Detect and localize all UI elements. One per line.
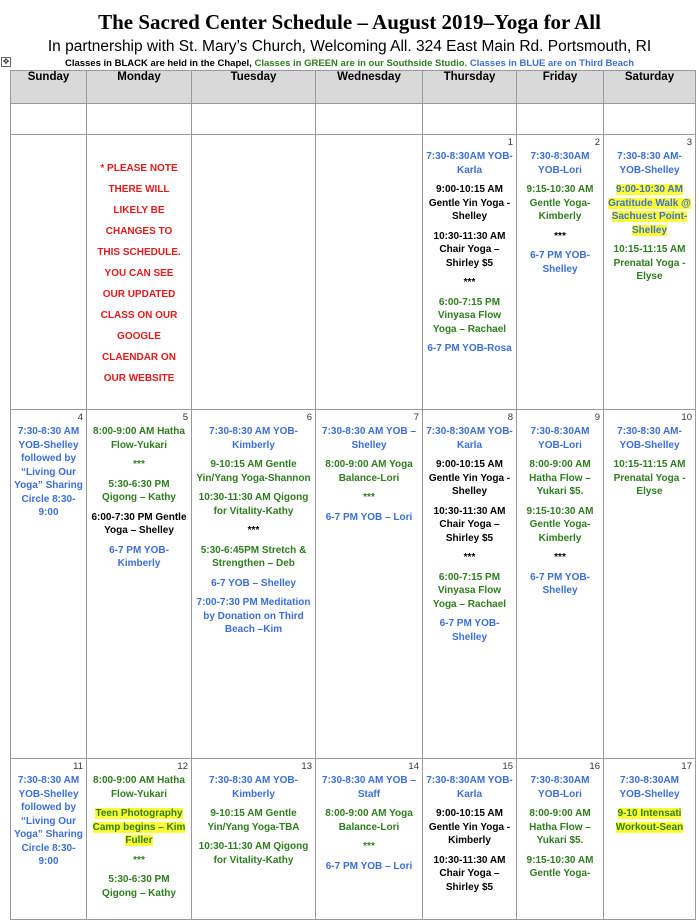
notice-line: OUR UPDATED	[102, 289, 176, 300]
day-cell-content	[423, 410, 516, 758]
class-entry	[319, 425, 419, 452]
class-entry	[426, 150, 513, 177]
class-entry	[520, 458, 600, 499]
week-row	[11, 759, 696, 920]
class-entry	[426, 505, 513, 546]
class-entry-text: 7:30-8:30 AM YOB-Shelley followed by “Living Our Yoga” Sharing Circle 8:30-9:00	[14, 426, 83, 518]
day-number	[90, 137, 188, 148]
class-entry	[426, 230, 513, 271]
blank-cell	[87, 104, 192, 135]
class-entry-text: 7:30-8:30 AM-YOB-Shelley	[617, 151, 682, 176]
legend-black: Classes in BLACK are held in the Chapel,	[64, 58, 252, 69]
class-entry	[319, 511, 419, 525]
day-number: 17	[681, 761, 692, 772]
class-entry-text: 6-7 PM YOB-Kimberly	[109, 544, 169, 569]
class-entry-text: 8:00-9:00 AM Yoga Balance-Lori	[325, 459, 413, 484]
day-cell	[11, 759, 87, 920]
class-entry-text: 7:30-8:30AM YOB-Lori	[530, 426, 590, 451]
class-entry	[520, 230, 600, 244]
class-entry	[607, 807, 692, 834]
class-entry-text: 10:30-11:30 AM Qigong for Vitality-Kathy	[198, 841, 309, 866]
day-number: 1	[507, 137, 513, 148]
day-number: 8	[507, 412, 513, 423]
day-number	[14, 137, 83, 148]
class-entry-text: 6-7 PM YOB-Shelley	[439, 618, 500, 643]
day-cell-content	[517, 410, 603, 758]
class-entry-text: 6-7 PM YOB-Shelley	[530, 250, 590, 275]
class-entry	[607, 458, 692, 499]
class-entry-text: ***	[554, 552, 566, 563]
notice-line: CLASS ON OUR	[100, 310, 178, 321]
day-cell	[316, 759, 423, 920]
class-entry	[607, 183, 692, 237]
class-entry-text: 8:00-9:00 AM Yoga Balance-Lori	[325, 808, 413, 833]
day-number: 9	[594, 412, 600, 423]
class-entry	[195, 491, 312, 518]
class-entry	[426, 807, 513, 848]
class-entry-text: ***	[247, 525, 260, 536]
day-cell-content	[604, 135, 695, 409]
class-entry	[426, 425, 513, 452]
class-entry	[426, 183, 513, 224]
class-entry-text: 7:30-8:30 AM YOB – Staff	[322, 775, 416, 800]
class-entry-text: 6-7 PM YOB-Shelley	[530, 571, 590, 596]
class-entry-text: 9:15-10:30 AM Gentle Yoga-Kimberly	[526, 184, 594, 222]
class-entry-text: 9:00-10:15 AM Gentle Yin Yoga - Shelley	[428, 184, 511, 222]
day-cell	[11, 410, 87, 759]
class-entry-text: 9-10:15 AM Gentle Yin/Yang Yoga-TBA	[207, 808, 300, 833]
day-cell	[316, 135, 423, 410]
weekday-thursday: Thursday	[423, 71, 517, 104]
class-entry	[607, 425, 692, 452]
weekday-saturday: Saturday	[604, 71, 696, 104]
class-entry-text: 7:30-8:30AM YOB-Lori	[530, 151, 590, 176]
class-entry	[90, 854, 188, 868]
class-entry-text: 10:30-11:30 AM Qigong for Vitality-Kathy	[198, 492, 309, 517]
day-number: 16	[589, 761, 600, 772]
notice-line: CLAENDAR ON	[102, 352, 176, 363]
week-row	[11, 410, 696, 759]
class-entry-text: ***	[133, 854, 145, 866]
class-entry	[319, 458, 419, 485]
class-entry	[520, 505, 600, 546]
class-entry-text: 6-7 PM YOB – Lori	[325, 511, 413, 523]
class-entry-text: 7:30-8:30AM YOB-Karla	[426, 426, 513, 451]
day-cell-content	[517, 759, 603, 919]
class-entry	[195, 774, 312, 801]
class-entry	[426, 551, 513, 565]
notice-line: YOU CAN SEE	[104, 268, 174, 279]
notice-line: * PLEASE NOTE	[100, 163, 178, 174]
blank-cell	[192, 104, 316, 135]
class-entry	[319, 807, 419, 834]
class-entry-text: 7:30-8:30AM YOB-Karla	[426, 775, 513, 800]
week-row	[11, 135, 696, 410]
day-cell-content	[87, 759, 191, 919]
day-cell-content	[423, 759, 516, 919]
day-number: 12	[177, 761, 188, 772]
class-entry-text: 7:30-8:30AM YOB-Karla	[426, 151, 513, 176]
class-entry-text: 7:30-8:30 AM YOB-Shelley followed by “Living Our Yoga” Sharing Circle 8:30-9:00	[14, 775, 83, 867]
day-number: 5	[182, 412, 188, 423]
class-entry	[520, 551, 600, 565]
class-entry-text: 9-10 Intensati Workout-Sean	[615, 808, 684, 833]
class-entry	[319, 860, 419, 874]
class-entry-text: 8:00-9:00 AM Hatha Flow – Yukari $5.	[529, 459, 591, 497]
day-cell-content	[316, 410, 422, 758]
class-entry-text: 9:15-10:30 AM Gentle Yoga-Kimberly	[526, 505, 594, 544]
weekday-monday: Monday	[87, 71, 192, 104]
class-entry	[195, 807, 312, 834]
class-entry-text: 6:00-7:30 PM Gentle Yoga – Shelley	[91, 511, 187, 536]
class-entry	[195, 458, 312, 485]
class-entry	[14, 774, 83, 869]
class-entry	[520, 183, 600, 224]
class-entry	[90, 478, 188, 505]
day-cell-content	[604, 410, 695, 758]
class-entry-text: 5:30-6:30 PM Qigong – Kathy	[102, 478, 176, 503]
class-entry-text: 7:30-8:30AM YOB-Shelley	[619, 775, 680, 800]
day-cell	[517, 135, 604, 410]
class-entry	[14, 425, 83, 520]
weekday-wednesday: Wednesday	[316, 71, 423, 104]
class-entry-text: ***	[554, 230, 566, 242]
day-cell-content	[87, 135, 191, 409]
page-title: The Sacred Center Schedule – August 2019–Yoga for All	[98, 10, 601, 34]
class-entry-text: 6-7 PM YOB – Lori	[325, 860, 413, 872]
class-entry-text: 6:00-7:15 PM Vinyasa Flow Yoga – Rachael	[432, 296, 507, 335]
weekday-friday: Friday	[517, 71, 604, 104]
class-entry	[520, 807, 600, 848]
class-entry-text: 9:00-10:15 AM Gentle Yin Yoga - Shelley	[428, 459, 511, 497]
day-number: 2	[594, 137, 600, 148]
day-number: 3	[686, 137, 692, 148]
class-entry	[520, 249, 600, 276]
class-entry	[426, 342, 513, 356]
class-entry-text: 6-7 YOB – Shelley	[211, 577, 296, 589]
day-cell	[192, 410, 316, 759]
day-cell-content	[11, 759, 86, 919]
class-entry	[607, 243, 692, 284]
class-entry-text: 10:15-11:15 AM Prenatal Yoga - Elyse	[613, 459, 686, 497]
class-entry-text: ***	[133, 459, 145, 470]
location-legend	[0, 58, 699, 69]
class-entry	[426, 774, 513, 801]
blank-row	[11, 104, 696, 135]
weekday-sunday: Sunday	[11, 71, 87, 104]
day-cell	[192, 759, 316, 920]
day-cell	[604, 135, 696, 410]
class-entry	[90, 458, 188, 472]
class-entry	[195, 425, 312, 452]
table-move-handle-icon[interactable]: ✥	[2, 57, 10, 66]
class-entry-text: ***	[363, 841, 375, 852]
class-entry-text: 8:00-9:00 AM Hatha Flow-Yukari	[93, 775, 185, 800]
class-entry-text: 7:00-7:30 PM Meditation by Donation on Third Beach –Kim	[196, 597, 311, 635]
blank-cell	[604, 104, 696, 135]
day-cell	[604, 410, 696, 759]
class-entry-text: 8:00-9:00 AM Hatha Flow – Yukari $5.	[529, 808, 591, 846]
notice-line: THERE WILL	[108, 184, 170, 195]
class-entry	[90, 425, 188, 452]
notice-line: THIS SCHEDULE.	[97, 247, 181, 258]
day-number: 14	[408, 761, 419, 772]
weekday-tuesday: Tuesday	[192, 71, 316, 104]
class-entry	[195, 577, 312, 591]
class-entry	[520, 571, 600, 598]
day-cell-content	[192, 135, 315, 409]
class-entry	[195, 840, 312, 867]
notice-line: GOOGLE	[117, 331, 161, 342]
day-cell-content	[316, 759, 422, 919]
day-cell-content	[423, 135, 516, 409]
class-entry	[195, 596, 312, 637]
day-cell-content	[192, 759, 315, 919]
day-cell-content	[11, 135, 86, 409]
class-entry-text: 9-10:15 AM Gentle Yin/Yang Yoga-Shannon	[196, 459, 311, 484]
class-entry	[90, 807, 188, 848]
class-entry	[195, 544, 312, 571]
day-cell-content	[192, 410, 315, 758]
day-cell-content	[517, 135, 603, 409]
day-cell	[517, 759, 604, 920]
class-entry	[426, 854, 513, 895]
class-entry	[426, 296, 513, 337]
schedule-change-notice	[90, 158, 188, 389]
notice-line: OUR WEBSITE	[103, 373, 175, 384]
class-entry-text: 9:00-10:15 AM Gentle Yin Yoga - Kimberly	[428, 808, 511, 846]
class-entry-text: 5:30-6:45PM Stretch & Strengthen – Deb	[200, 544, 307, 569]
class-entry-text: 10:15-11:15 AM Prenatal Yoga - Elyse	[613, 244, 686, 282]
class-entry-text: Teen Photography Camp begins – Kim Fuller	[92, 808, 186, 846]
day-cell	[316, 410, 423, 759]
class-entry-text: 7:30-8:30 AM YOB-Kimberly	[209, 775, 298, 800]
day-cell	[11, 135, 87, 410]
day-number: 10	[681, 412, 692, 423]
day-cell	[87, 410, 192, 759]
day-cell	[87, 759, 192, 920]
schedule-calendar	[10, 70, 696, 920]
class-entry	[319, 774, 419, 801]
day-number: 4	[77, 412, 83, 423]
day-cell	[192, 135, 316, 410]
class-entry-text: 6:00-7:15 PM Vinyasa Flow Yoga – Rachael	[432, 571, 507, 610]
class-entry-text: 10:30-11:30 AM Chair Yoga – Shirley $5	[433, 854, 506, 893]
notice-line: CHANGES TO	[105, 226, 173, 237]
day-cell	[87, 135, 192, 410]
day-cell	[423, 135, 517, 410]
page-subtitle: In partnership with St. Mary’s Church, Welcoming All. 324 East Main Rd. Portsmouth, RI	[47, 38, 652, 55]
day-cell	[604, 759, 696, 920]
day-number	[319, 137, 419, 148]
class-entry-text: ***	[463, 552, 476, 563]
day-cell-content	[316, 135, 422, 409]
day-cell	[423, 410, 517, 759]
day-number	[195, 137, 312, 148]
day-cell-content	[87, 410, 191, 758]
class-entry	[319, 840, 419, 854]
class-entry-text: 7:30-8:30AM YOB-Lori	[530, 775, 590, 800]
class-entry	[426, 458, 513, 499]
legend-green: Classes in GREEN are in our Southside Studio.	[254, 58, 468, 69]
class-entry-text: 7:30-8:30 AM YOB – Shelley	[322, 426, 416, 451]
blank-cell	[423, 104, 517, 135]
legend-blue: Classes in BLUE are on Third Beach	[469, 58, 635, 69]
day-number: 15	[502, 761, 513, 772]
class-entry	[520, 150, 600, 177]
day-number: 13	[301, 761, 312, 772]
notice-line: LIKELY BE	[113, 205, 165, 216]
class-entry-text: 8:00-9:00 AM Hatha Flow-Yukari	[93, 426, 185, 451]
class-entry-text: 7:30-8:30 AM YOB-Kimberly	[209, 426, 298, 451]
blank-cell	[316, 104, 423, 135]
class-entry-text: 9:15-10:30 AM Gentle Yoga-	[526, 854, 594, 879]
class-entry	[520, 854, 600, 881]
class-entry	[520, 425, 600, 452]
class-entry	[90, 544, 188, 571]
day-cell	[517, 410, 604, 759]
class-entry-text: 9:00-10:30 AM Gratitude Walk @ Sachuest Point-Shelley	[608, 184, 691, 236]
class-entry-text: 6-7 PM YOB-Rosa	[427, 343, 512, 354]
class-entry	[426, 617, 513, 644]
class-entry	[426, 276, 513, 290]
class-entry-text: ***	[463, 277, 476, 288]
class-entry	[195, 524, 312, 538]
day-cell	[423, 759, 517, 920]
class-entry-text: 10:30-11:30 AM Chair Yoga – Shirley $5	[433, 505, 506, 544]
day-number: 11	[73, 761, 83, 772]
weekday-header-row	[11, 71, 696, 104]
day-cell-content	[604, 759, 695, 919]
class-entry-text: 7:30-8:30 AM-YOB-Shelley	[617, 426, 682, 451]
class-entry	[520, 774, 600, 801]
class-entry	[90, 873, 188, 900]
class-entry	[607, 774, 692, 801]
class-entry	[607, 150, 692, 177]
class-entry-text: 5:30-6:30 PM Qigong – Kathy	[102, 874, 176, 899]
class-entry-text: ***	[363, 492, 375, 503]
class-entry-text: 10:30-11:30 AM Chair Yoga – Shirley $5	[433, 230, 506, 269]
blank-cell	[11, 104, 87, 135]
class-entry	[426, 571, 513, 612]
blank-cell	[517, 104, 604, 135]
day-number: 6	[306, 412, 312, 423]
day-number: 7	[413, 412, 419, 423]
day-cell-content	[11, 410, 86, 758]
class-entry	[319, 491, 419, 505]
class-entry	[90, 511, 188, 538]
class-entry	[90, 774, 188, 801]
